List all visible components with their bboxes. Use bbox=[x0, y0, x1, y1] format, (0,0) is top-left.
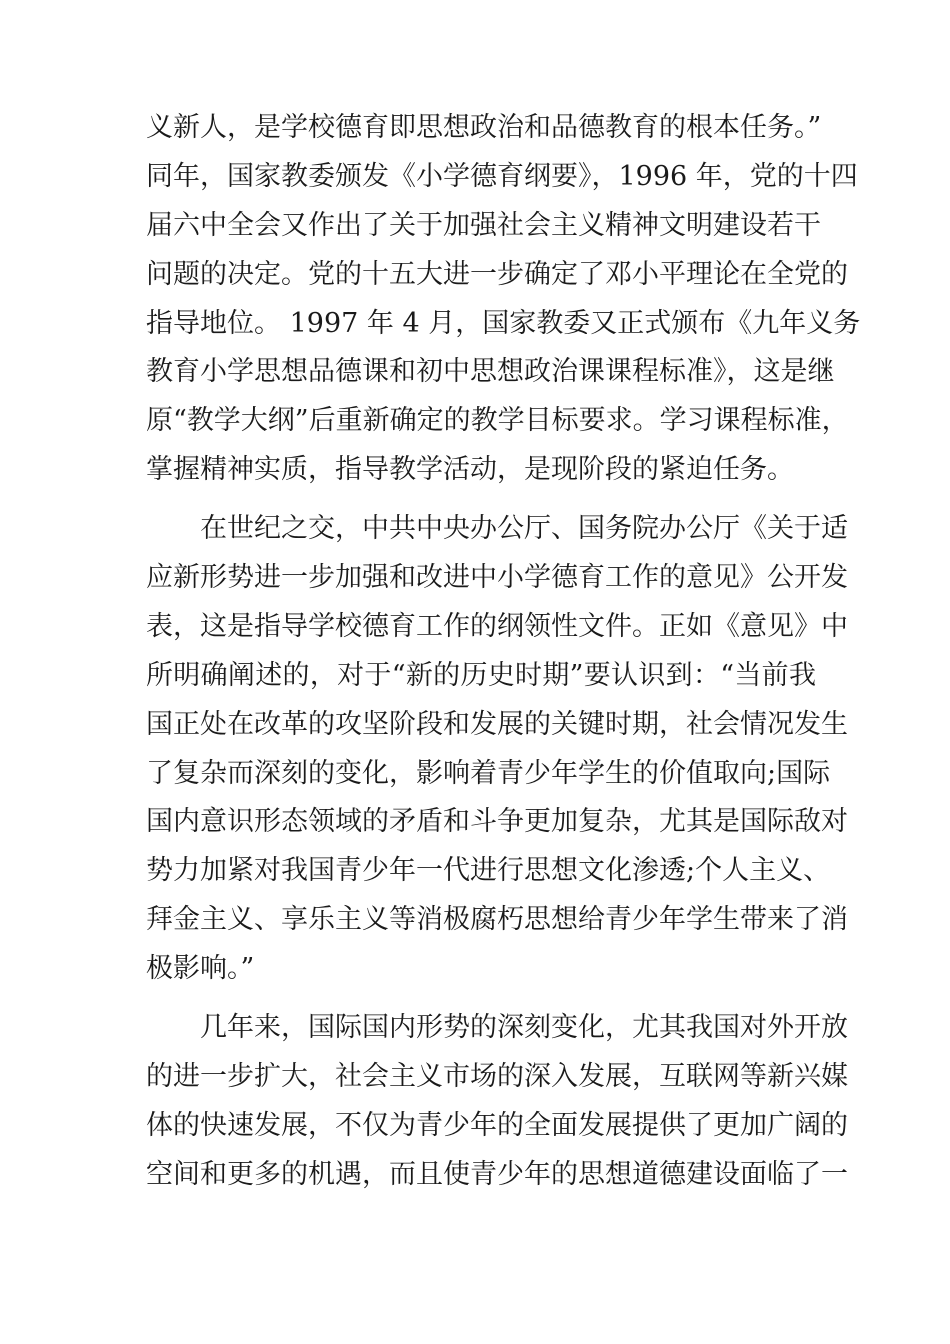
text-line: 势力加紧对我国青少年一代进行思想文化渗透;个人主义、 bbox=[146, 855, 831, 887]
text-line: 教育小学思想品德课和初中思想政治课课程标准》，这是继 bbox=[146, 356, 835, 388]
paragraph-1 bbox=[146, 104, 861, 495]
text-line: 所明确阐述的，对于“新的历史时期”要认识到：“当前我 bbox=[146, 659, 816, 691]
text-line: 国正处在改革的攻坚阶段和发展的关键时期，社会情况发生 bbox=[146, 708, 848, 740]
text-line: 拜金主义、享乐主义等消极腐朽思想给青少年学生带来了消 bbox=[146, 904, 848, 936]
text-line: 体的快速发展，不仅为青少年的全面发展提供了更加广阔的 bbox=[146, 1109, 848, 1141]
text-line: 届六中全会又作出了关于加强社会主义精神文明建设若干 bbox=[146, 209, 821, 241]
text-line: 原“教学大纲”后重新确定的教学目标要求。学习课程标准， bbox=[146, 405, 849, 437]
text-line: 的进一步扩大，社会主义市场的深入发展，互联网等新兴媒 bbox=[146, 1060, 848, 1092]
text-line: 极影响。” bbox=[146, 953, 255, 985]
text-line: 空间和更多的机遇，而且使青少年的思想道德建设面临了一 bbox=[146, 1158, 848, 1190]
text-line: 在世纪之交，中共中央办公厅、国务院办公厅《关于适 bbox=[200, 513, 848, 545]
paragraph-spacer bbox=[146, 994, 816, 1004]
text-line: 义新人，是学校德育即思想政治和品德教育的根本任务。” bbox=[146, 112, 822, 143]
text-line: 掌握精神实质，指导教学活动，是现阶段的紧迫任务。 bbox=[146, 454, 794, 486]
text-line: 指导地位。 1997 年 4 月，国家教委又正式颁布《九年义务 bbox=[146, 307, 861, 339]
paragraph-2 bbox=[146, 505, 848, 994]
paragraph-spacer bbox=[146, 495, 816, 505]
paragraph-3 bbox=[146, 1004, 848, 1200]
text-line: 了复杂而深刻的变化，影响着青少年学生的价值取向;国际 bbox=[146, 757, 831, 789]
text-line: 应新形势进一步加强和改进中小学德育工作的意见》公开发 bbox=[146, 562, 848, 594]
text-line: 同年，国家教委颁发《小学德育纲要》，1996 年，党的十四 bbox=[146, 160, 858, 192]
text-line: 国内意识形态领域的矛盾和斗争更加复杂，尤其是国际敌对 bbox=[146, 806, 848, 838]
text-line: 问题的决定。党的十五大进一步确定了邓小平理论在全党的 bbox=[146, 258, 848, 290]
text-line: 几年来，国际国内形势的深刻变化，尤其我国对外开放 bbox=[200, 1012, 848, 1044]
body-text bbox=[146, 104, 861, 1200]
text-line: 表，这是指导学校德育工作的纲领性文件。正如《意见》中 bbox=[146, 610, 848, 642]
